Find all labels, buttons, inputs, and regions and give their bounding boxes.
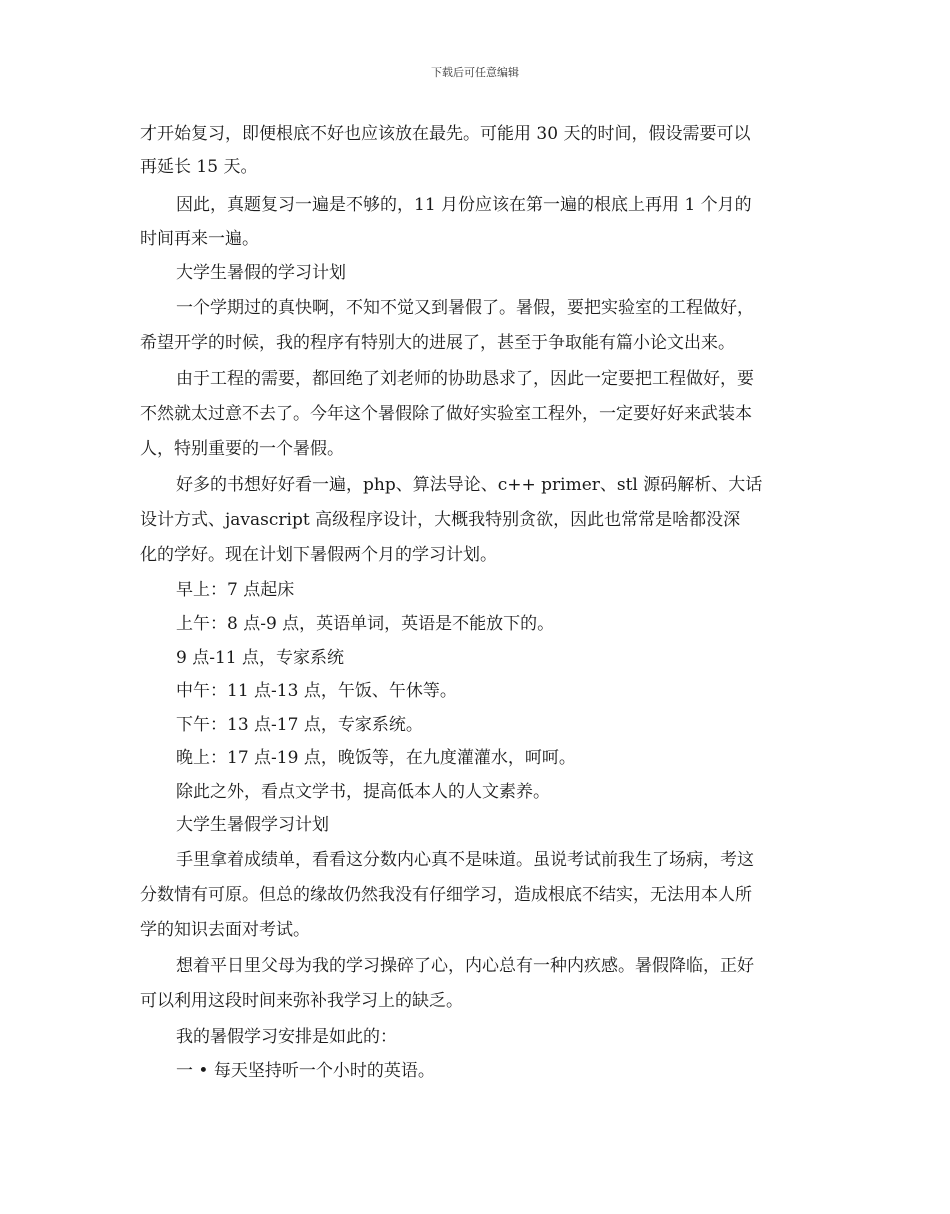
text-line: 化的学好。现在计划下暑假两个月的学习计划。: [140, 545, 497, 565]
text-line: 手里拿着成绩单，看看这分数内心真不是味道。虽说考试前我生了场病，考这: [176, 850, 754, 870]
text-line: 上午：8 点-9 点，英语单词，英语是不能放下的。: [176, 614, 555, 634]
text-line: 下午：13 点-17 点，专家系统。: [176, 715, 423, 735]
text-line: 分数情有可原。但总的缘故仍然我没有仔细学习，造成根底不结实，无法用本人所: [140, 885, 752, 905]
text-line: 一 • 每天坚持听一个小时的英语。: [176, 1061, 435, 1081]
text-line: 再延长 15 天。: [140, 157, 258, 177]
text-line: 人，特别重要的一个暑假。: [140, 439, 344, 459]
page-header: 下载后可任意编辑: [431, 66, 519, 79]
text-line: 除此之外，看点文学书，提高低本人的人文素养。: [176, 782, 550, 802]
text-line: 早上：7 点起床: [176, 580, 295, 600]
text-line: 希望开学的时候，我的程序有特别大的进展了，甚至于争取能有篇小论文出来。: [140, 333, 735, 353]
text-line: 不然就太过意不去了。今年这个暑假除了做好实验室工程外，一定要好好来武装本: [140, 404, 752, 424]
section-title: 大学生暑假学习计划: [176, 815, 329, 835]
text-line: 学的知识去面对考试。: [140, 920, 310, 940]
text-line: 由于工程的需要，都回绝了刘老师的协助恳求了，因此一定要把工程做好，要: [176, 369, 754, 389]
text-line: 中午：11 点-13 点，午饭、午休等。: [176, 681, 457, 701]
text-line: 好多的书想好好看一遍，php、算法导论、c++ primer、stl 源码解析、大话: [176, 475, 763, 495]
text-line: 9 点-11 点，专家系统: [176, 648, 344, 668]
text-line: 一个学期过的真快啊，不知不觉又到暑假了。暑假，要把实验室的工程做好，: [176, 298, 754, 318]
text-line: 时间再来一遍。: [140, 229, 259, 249]
text-line: 因此，真题复习一遍是不够的，11 月份应该在第一遍的根底上再用 1 个月的: [176, 195, 752, 215]
text-line: 想着平日里父母为我的学习操碎了心，内心总有一种内疚感。暑假降临，正好: [176, 956, 754, 976]
text-line: 才开始复习，即便根底不好也应该放在最先。可能用 30 天的时间，假设需要可以: [140, 124, 751, 144]
text-line: 设计方式、javascript 高级程序设计，大概我特别贪欲，因此也常常是啥都没深: [140, 510, 741, 530]
text-line: 可以利用这段时间来弥补我学习上的缺乏。: [140, 991, 463, 1011]
section-title: 大学生暑假的学习计划: [176, 263, 346, 283]
text-line: 晚上：17 点-19 点，晚饭等，在九度灌灌水，呵呵。: [176, 748, 576, 768]
text-line: 我的暑假学习安排是如此的：: [176, 1027, 397, 1047]
